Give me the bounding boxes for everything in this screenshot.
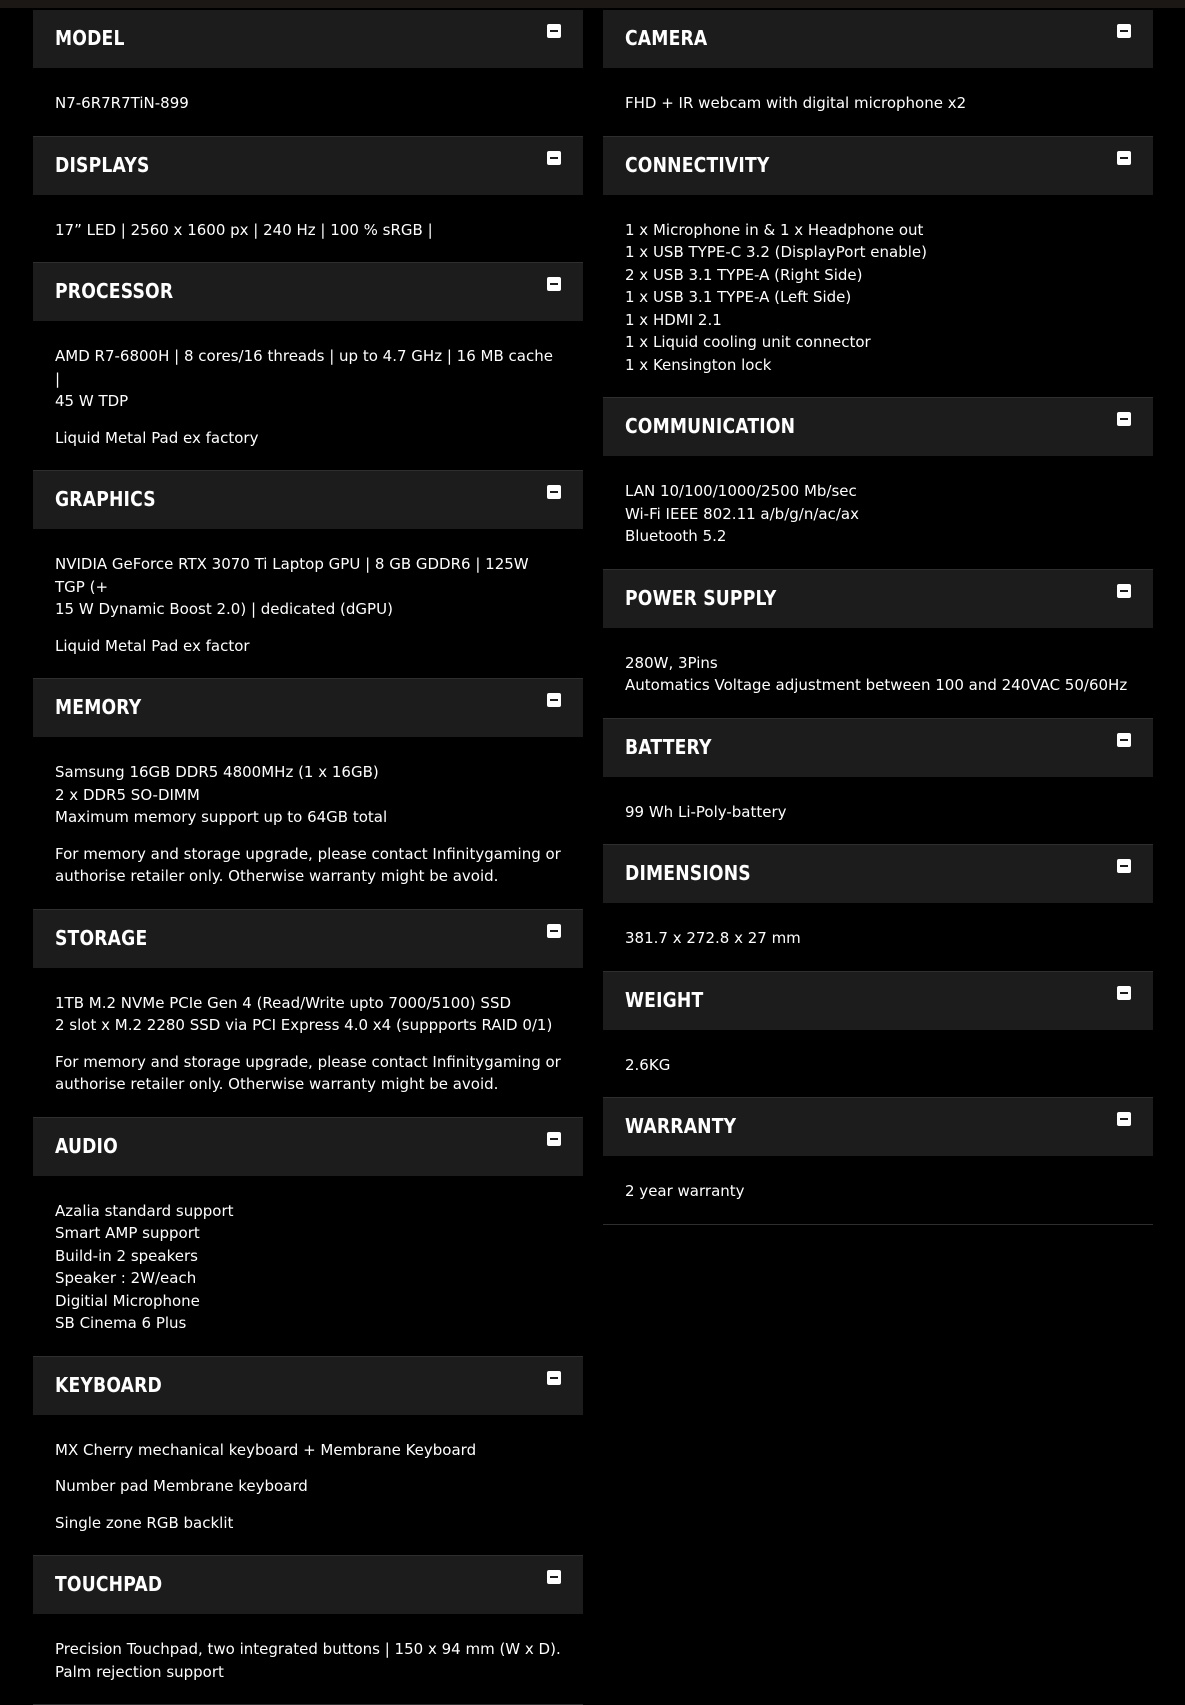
minus-square-icon[interactable] [1117, 412, 1131, 426]
section-title: TOUCHPAD [55, 1572, 163, 1596]
spec-text: Samsung 16GB DDR5 4800MHz (1 x 16GB) 2 x DDR5 SO-DIMM Maximum memory support up to 64GB total [55, 763, 388, 826]
section-body [33, 968, 583, 1117]
minus-square-icon[interactable] [547, 1132, 561, 1146]
minus-square-icon[interactable] [1117, 24, 1131, 38]
minus-square-icon[interactable] [547, 1371, 561, 1385]
section-header[interactable] [33, 137, 583, 195]
section-body [603, 628, 1153, 718]
minus-square-icon[interactable] [547, 151, 561, 165]
spec-section-graphics [33, 471, 583, 679]
spec-column-left [33, 10, 583, 1705]
section-body [603, 903, 1153, 971]
section-title: GRAPHICS [55, 487, 156, 511]
spec-column-right [603, 10, 1153, 1225]
section-title: BATTERY [625, 734, 712, 759]
spec-section-power-supply [603, 570, 1153, 719]
section-body [603, 1030, 1153, 1098]
section-header[interactable] [33, 910, 583, 968]
minus-square-icon[interactable] [547, 24, 561, 38]
spec-text: LAN 10/100/1000/2500 Mb/sec Wi-Fi IEEE 802.11 a/b/g/n/ac/ax Bluetooth 5.2 [625, 482, 859, 545]
section-header[interactable] [33, 1357, 583, 1415]
minus-square-icon[interactable] [1117, 584, 1131, 598]
minus-square-icon[interactable] [1117, 733, 1131, 747]
section-header[interactable] [603, 972, 1153, 1030]
spec-text: AMD R7-6800H | 8 cores/16 threads | up to 4.7 GHz | 16 MB cache | 45 W TDP [55, 347, 553, 410]
section-title: DISPLAYS [55, 152, 150, 177]
spec-section-warranty [603, 1098, 1153, 1225]
spec-section-weight [603, 972, 1153, 1099]
section-body [33, 737, 583, 909]
spec-text: NVIDIA GeForce RTX 3070 Ti Laptop GPU | 8 GB GDDR6 | 125W TGP (+ 15 W Dynamic Boost 2.0) | dedicated (dGPU) [55, 555, 529, 618]
section-body [33, 529, 583, 678]
spec-text: 2 year warranty [625, 1182, 745, 1200]
minus-square-icon[interactable] [547, 485, 561, 499]
spec-text: For memory and storage upgrade, please contact Infinitygaming or authorise retailer only. Otherwise warranty might be avoid. [55, 844, 561, 885]
section-body [33, 195, 583, 263]
section-title: POWER SUPPLY [625, 585, 777, 610]
section-body [603, 195, 1153, 398]
section-body [603, 456, 1153, 569]
spec-text: Liquid Metal Pad ex factory [55, 428, 259, 447]
spec-section-battery [603, 719, 1153, 846]
minus-square-icon[interactable] [547, 1570, 561, 1584]
section-body [33, 68, 583, 136]
spec-section-storage [33, 910, 583, 1118]
section-title: WARRANTY [625, 1114, 737, 1138]
section-header[interactable] [33, 1118, 583, 1176]
spec-text: Liquid Metal Pad ex factor [55, 636, 250, 655]
spec-text: 2.6KG [625, 1055, 671, 1074]
section-title: CONNECTIVITY [625, 152, 770, 177]
section-header[interactable] [603, 1098, 1153, 1156]
section-title: AUDIO [55, 1133, 118, 1158]
spec-text: 99 Wh Li-Poly-battery [625, 802, 787, 821]
section-body [33, 1415, 583, 1556]
section-header[interactable] [33, 1556, 583, 1614]
section-title: DIMENSIONS [625, 861, 751, 885]
spec-text: MX Cherry mechanical keyboard + Membrane Keyboard [55, 1440, 477, 1459]
spec-section-audio [33, 1118, 583, 1357]
spec-section-displays [33, 137, 583, 264]
spec-text: FHD + IR webcam with digital microphone x2 [625, 94, 967, 112]
section-body [603, 68, 1153, 136]
spec-section-processor [33, 263, 583, 471]
minus-square-icon[interactable] [547, 924, 561, 938]
spec-section-dimensions [603, 845, 1153, 972]
minus-square-icon[interactable] [1117, 151, 1131, 165]
section-title: MEMORY [55, 695, 142, 719]
minus-square-icon[interactable] [1117, 986, 1131, 1000]
section-body [603, 777, 1153, 845]
minus-square-icon[interactable] [1117, 859, 1131, 873]
spec-text: For memory and storage upgrade, please contact Infinitygaming or authorise retailer only. Otherwise warranty might be avoid. [55, 1052, 561, 1093]
section-header[interactable] [603, 398, 1153, 456]
section-title: KEYBOARD [55, 1372, 163, 1397]
section-header[interactable] [603, 570, 1153, 628]
top-bar [0, 0, 1185, 8]
spec-section-memory [33, 679, 583, 910]
section-body [33, 1614, 583, 1704]
spec-section-keyboard [33, 1357, 583, 1557]
spec-text: 17” LED | 2560 x 1600 px | 240 Hz | 100 % sRGB | [55, 220, 433, 239]
section-header[interactable] [33, 471, 583, 529]
section-header[interactable] [603, 845, 1153, 903]
minus-square-icon[interactable] [547, 277, 561, 291]
spec-section-camera [603, 10, 1153, 137]
section-body [603, 1156, 1153, 1224]
section-title: MODEL [55, 26, 125, 50]
section-header[interactable] [603, 137, 1153, 195]
section-header[interactable] [603, 719, 1153, 777]
spec-section-touchpad [33, 1556, 583, 1705]
spec-text: 1 x Microphone in & 1 x Headphone out 1 x USB TYPE-C 3.2 (DisplayPort enable) 2 x USB 3.1 TYPE-A (Right Side) 1 x USB 3.1 TYPE-A (Left Side) 1 x HDMI 2.1 1 x Liquid cooling unit connector 1 x Kensington lock [625, 220, 927, 374]
spec-section-communication [603, 398, 1153, 570]
spec-text: Precision Touchpad, two integrated buttons | 150 x 94 mm (W x D). Palm rejection support [55, 1640, 561, 1681]
spec-section-connectivity [603, 137, 1153, 399]
spec-section-model [33, 10, 583, 137]
section-title: WEIGHT [625, 987, 704, 1012]
minus-square-icon[interactable] [547, 693, 561, 707]
section-title: COMMUNICATION [625, 414, 796, 438]
section-title: CAMERA [625, 26, 708, 50]
section-header[interactable] [33, 679, 583, 737]
section-header[interactable] [33, 10, 583, 68]
section-body [33, 321, 583, 470]
spec-text: N7-6R7R7TiN-899 [55, 94, 189, 112]
spec-text: 381.7 x 272.8 x 27 mm [625, 929, 801, 947]
minus-square-icon[interactable] [1117, 1112, 1131, 1126]
section-title: STORAGE [55, 925, 148, 950]
section-header[interactable] [603, 10, 1153, 68]
spec-text: 1TB M.2 NVMe PCIe Gen 4 (Read/Write upto 7000/5100) SSD 2 slot x M.2 2280 SSD via PCI Express 4.0 x4 (suppports RAID 0/1) [55, 993, 553, 1034]
spec-text: Azalia standard support Smart AMP support Build-in 2 speakers Speaker : 2W/each Digitial Microphone SB Cinema 6 Plus [55, 1201, 234, 1332]
spec-text: 280W, 3Pins Automatics Voltage adjustment between 100 and 240VAC 50/60Hz [625, 653, 1128, 694]
spec-text: Single zone RGB backlit [55, 1513, 234, 1532]
section-body [33, 1176, 583, 1356]
spec-text: Number pad Membrane keyboard [55, 1477, 308, 1495]
section-header[interactable] [33, 263, 583, 321]
section-title: PROCESSOR [55, 279, 174, 303]
